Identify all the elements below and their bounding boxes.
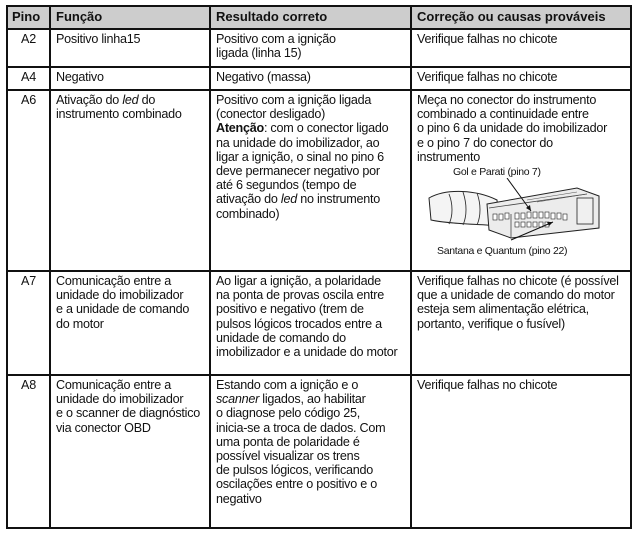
header-funcao: Função: [49, 7, 209, 28]
text-line: Negativo (massa): [216, 70, 311, 84]
text-fragment: ligados, ao habilitar: [259, 392, 366, 407]
text-line: o diagnose pelo código 25,: [216, 406, 361, 421]
text-line: via conector OBD: [56, 420, 151, 435]
pino-cell: A6: [21, 93, 36, 107]
table-row-a8: [8, 374, 630, 527]
header-resultado: Resultado correto: [209, 7, 410, 28]
text-fragment: no instrumento: [296, 192, 381, 207]
text-fragment: : com o conector ligado: [263, 121, 389, 136]
text-line: de pulsos lógicos, verificando: [216, 463, 374, 478]
pino-cell: A4: [21, 70, 36, 84]
text-line: Meça no conector do instrumento: [417, 93, 597, 107]
text-line: na ponta de provas oscila entre: [216, 288, 384, 303]
text-line: inicia-se a troca de dados. Com: [216, 420, 386, 435]
correcao-cell: [410, 30, 630, 66]
table-row-a2: [8, 28, 630, 66]
text-line: imobilizador e a unidade do motor: [216, 345, 398, 360]
text-line: Positivo com a ignição: [216, 32, 336, 46]
text-line: o pino 6 da unidade do imobilizador: [417, 121, 608, 136]
funcao-cell: [49, 68, 209, 89]
text-line: Comunicação entre a: [56, 378, 171, 392]
funcao-cell: [49, 376, 209, 527]
header-correcao: Correção ou causas prováveis: [410, 7, 630, 28]
text-line: que a unidade de comando do motor: [417, 288, 615, 303]
attention-label: Atenção: [216, 121, 264, 136]
correcao-cell: [410, 272, 630, 374]
text-line: [216, 192, 406, 206]
text-line: combinado a continuidade entre: [417, 107, 589, 122]
italic-term: led: [280, 192, 297, 207]
text-fragment: do: [138, 93, 156, 107]
resultado-cell: [209, 376, 410, 527]
header-pino: Pino: [12, 9, 41, 24]
text-line: combinado): [216, 206, 280, 221]
text-line: até 6 segundos (tempo de: [216, 178, 357, 193]
text-line: na unidade do imobilizador, ao: [216, 135, 380, 150]
text-fragment: ativação do: [216, 192, 281, 207]
text-line: instrumento combinado: [56, 107, 182, 122]
table-header-row: [8, 7, 630, 28]
text-line: esteja sem alimentação elétrica,: [417, 302, 589, 317]
text-line: deve permanecer negativo por: [216, 164, 380, 179]
funcao-cell: [49, 30, 209, 66]
text-line: ligada (linha 15): [216, 46, 302, 61]
pino-cell: A2: [21, 32, 36, 46]
text-line: negativo: [216, 491, 262, 506]
table-row-a6: [8, 89, 630, 270]
text-line: [216, 392, 406, 406]
text-fragment: Ativação do: [56, 93, 123, 107]
correcao-cell: [410, 68, 630, 89]
text-line: Ao ligar a ignição, a polaridade: [216, 274, 381, 288]
connector-drawing-icon: [427, 178, 607, 244]
figure-label-gol-parati: Gol e Parati (pino 7): [453, 166, 541, 179]
resultado-cell: [209, 272, 410, 374]
text-line: positivo e negativo (trem de: [216, 302, 364, 317]
italic-term: scanner: [216, 392, 260, 407]
funcao-cell: [49, 272, 209, 374]
text-line: oscilações entre o positivo e o: [216, 477, 377, 492]
text-line: [56, 93, 205, 107]
text-line: Positivo com a ignição ligada: [216, 93, 372, 107]
funcao-cell: [49, 91, 209, 270]
table-row-a4: [8, 66, 630, 89]
text-line: e a unidade de comando: [56, 302, 190, 317]
figure-label-santana-quantum: Santana e Quantum (pino 22): [437, 245, 568, 258]
text-line: portanto, verifique o fusível): [417, 316, 565, 331]
text-line: unidade do imobilizador: [56, 392, 184, 407]
pino-cell: A8: [21, 378, 36, 392]
connector-illustration: [417, 166, 617, 258]
text-line: unidade de comando do: [216, 330, 346, 345]
italic-term: led: [122, 93, 139, 107]
text-line: Verifique falhas no chicote: [417, 32, 558, 46]
text-line: possível visualizar os trens: [216, 449, 360, 464]
text-line: Verifique falhas no chicote (é possível: [417, 274, 619, 288]
resultado-cell: [209, 91, 410, 270]
diagnostic-table: [6, 5, 632, 529]
text-line: pulsos lógicos trocados entre a: [216, 316, 382, 331]
text-line: instrumento: [417, 149, 481, 164]
resultado-cell: [209, 30, 410, 66]
text-line: [216, 121, 406, 135]
resultado-cell: [209, 68, 410, 89]
text-line: Positivo linha15: [56, 32, 141, 46]
pino-cell: A7: [21, 274, 36, 288]
text-line: do motor: [56, 316, 104, 331]
text-line: ligar a ignição, o sinal no pino 6: [216, 149, 384, 164]
text-line: Verifique falhas no chicote: [417, 378, 558, 392]
text-line: Estando com a ignição e o: [216, 378, 359, 392]
text-line: (conector desligado): [216, 107, 326, 122]
text-line: unidade do imobilizador: [56, 288, 184, 303]
correcao-cell: [410, 91, 630, 270]
text-line: e o pino 7 do conector do: [417, 135, 553, 150]
table-row-a7: [8, 270, 630, 374]
text-line: Comunicação entre a: [56, 274, 171, 288]
correcao-cell: [410, 376, 630, 527]
text-line: Verifique falhas no chicote: [417, 70, 558, 84]
text-line: Negativo: [56, 70, 104, 84]
text-line: e o scanner de diagnóstico: [56, 406, 201, 421]
text-line: uma ponta de polaridade é: [216, 434, 360, 449]
